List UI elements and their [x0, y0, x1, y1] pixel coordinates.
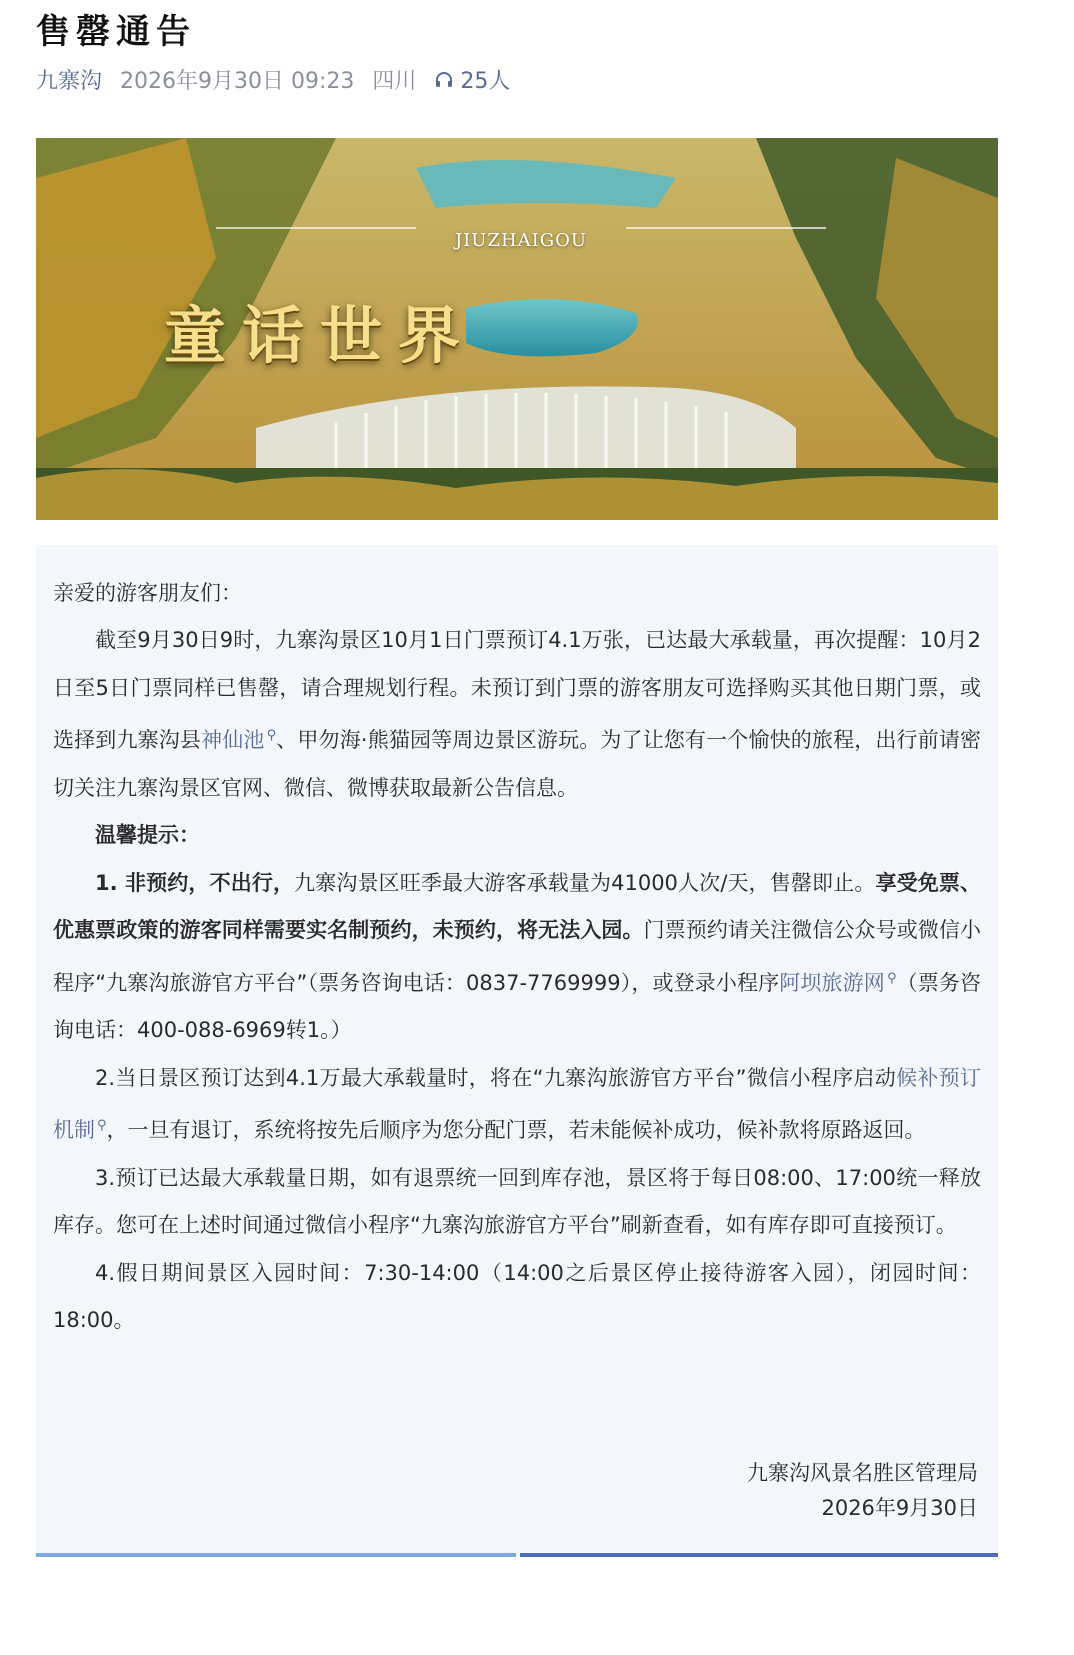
- shenxianchi-link[interactable]: 神仙池 ⚲: [201, 728, 277, 752]
- publish-time: 2026年9月30日 09:23: [120, 69, 355, 94]
- notice-body: [53, 573, 981, 1345]
- bottom-divider-left: [36, 1553, 516, 1557]
- article-meta: [36, 64, 510, 95]
- tip-2: 2.当日景区预订达到4.1万最大承载量时，将在“九寨沟旅游官方平台”微信小程序启动候补预订机制 ⚲，一旦有退订，系统将按先后顺序为您分配门票，若未能候补成功，候补款将原路返回。: [53, 1065, 981, 1142]
- hero-image: [36, 138, 998, 520]
- signature-org: 九寨沟风景名胜区管理局: [747, 1461, 978, 1485]
- paragraph-1: 截至9月30日9时，九寨沟景区10月1日门票预订4.1万张，已达最大承载量，再次提醒：10月2日至5日门票同样已售罄，请合理规划行程。未预订到门票的游客朋友可选择购买其他日期门票，或选择到九寨沟县神仙池 ⚲、甲勿海·熊猫园等周边景区游玩。为了让您有一个愉快的旅程，出行前请密切关注九寨沟景区官网、微信、微博获取最新公告信息。: [53, 628, 982, 800]
- tip-1: 1. 非预约，不出行，九寨沟景区旺季最大游客承载量为41000人次/天，售罄即止。享受免票、优惠票政策的游客同样需要实名制预约，未预约，将无法入园。门票预约请关注微信公众号或微信小程序“九寨沟旅游官方平台”（票务咨询电话：0837-7769999），或登录小程序阿坝旅游网 ⚲（票务咨询电话：400-088-6969转1。）: [53, 870, 982, 1042]
- listen-count: 25人: [460, 69, 511, 94]
- search-icon: ⚲: [886, 970, 897, 986]
- aba-travel-link[interactable]: 阿坝旅游网 ⚲: [779, 970, 897, 995]
- hero-brand-text: JIUZHAIGOU: [454, 230, 588, 251]
- bottom-divider-right: [520, 1553, 998, 1557]
- signature-date: 2026年9月30日: [821, 1496, 978, 1520]
- waitlist-link[interactable]: 候补预订机制 ⚲: [53, 1065, 981, 1142]
- listen-button[interactable]: [434, 64, 510, 95]
- account-name-link[interactable]: 九寨沟: [36, 69, 103, 94]
- region-label: 四川: [372, 69, 417, 94]
- tip-4: 4.假日期间景区入园时间：7:30-14:00（14:00之后景区停止接待游客入园），闭园时间：18:00。: [53, 1260, 981, 1332]
- headphones-icon: [434, 70, 454, 90]
- bottom-divider: [36, 1553, 998, 1557]
- tips-heading: 温馨提示：: [95, 823, 200, 847]
- greeting: 亲爱的游客朋友们：: [53, 581, 242, 605]
- search-icon: ⚲: [97, 1118, 107, 1133]
- tip-3: 3.预订已达最大承载量日期，如有退票统一回到库存池，景区将于每日08:00、17:00统一释放库存。您可在上述时间通过微信小程序“九寨沟旅游官方平台”刷新查看，如有库存即可直接预订。: [53, 1165, 981, 1237]
- page-title: 售罄通告: [36, 12, 196, 52]
- hero-headline: 童话世界: [164, 299, 477, 372]
- notice-card: [36, 545, 998, 1555]
- search-icon: ⚲: [266, 728, 277, 743]
